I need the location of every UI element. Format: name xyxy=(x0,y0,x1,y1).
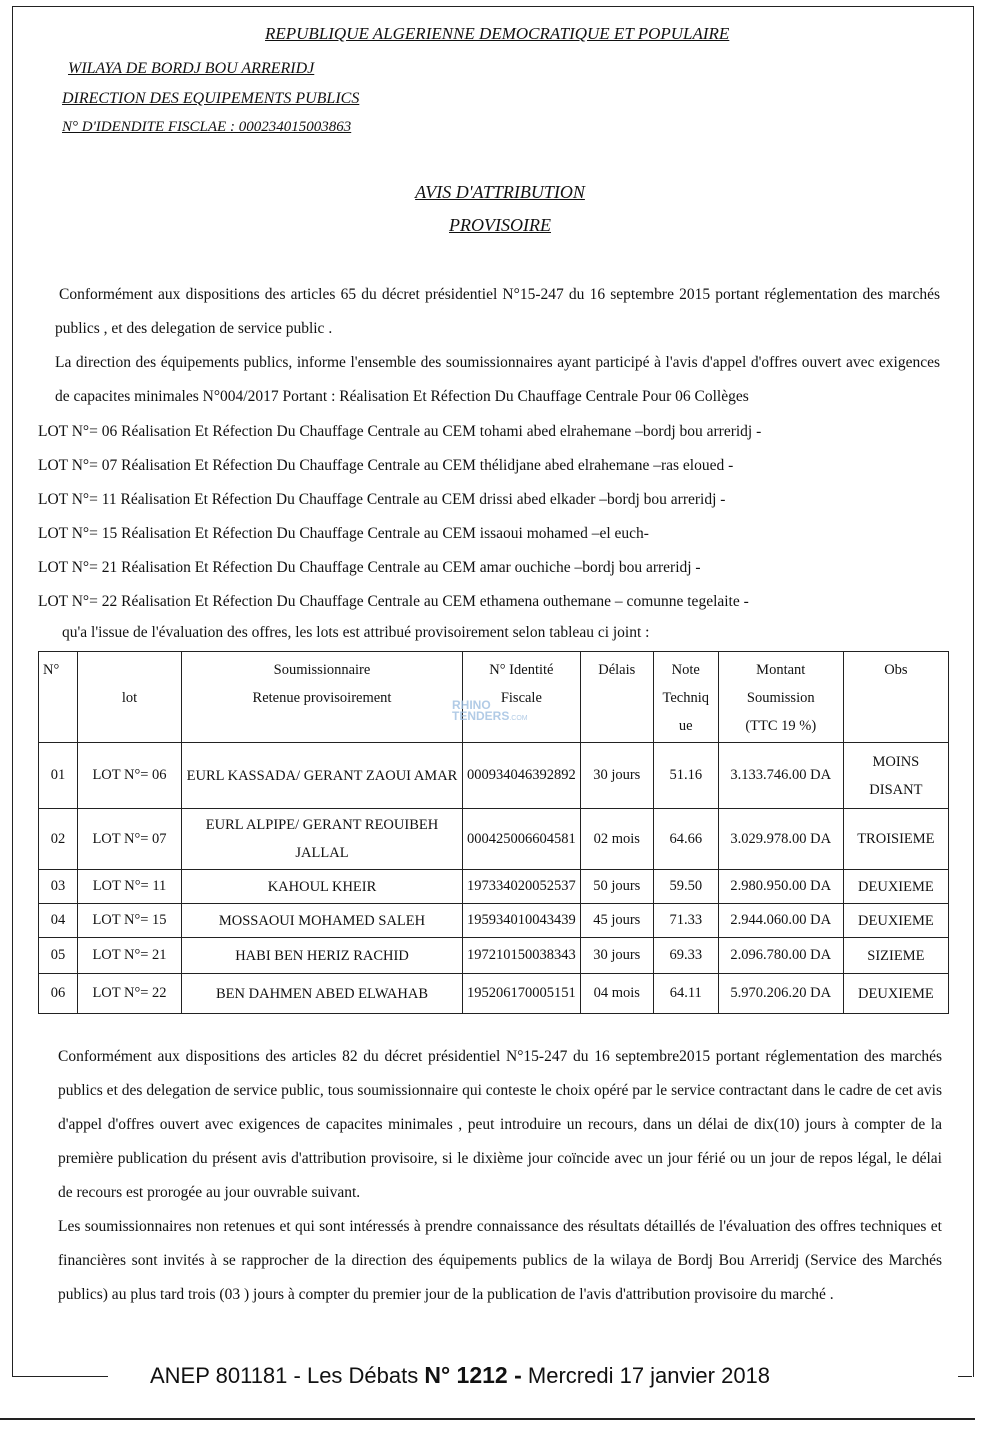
table-intro: qu'a l'issue de l'évaluation des offres, les lots est attribué provisoirement selon tableau ci joint : xyxy=(62,624,650,641)
cell-num: 04 xyxy=(39,904,78,938)
cell-soum: EURL ALPIPE/ GERANT REOUIBEH JALLAL xyxy=(182,809,463,870)
cell-delais: 02 mois xyxy=(580,809,653,870)
cell-obs: DEUXIEME xyxy=(843,904,948,938)
cell-delais: 04 mois xyxy=(580,974,653,1014)
table-row xyxy=(39,743,949,809)
cell-num: 05 xyxy=(39,938,78,974)
watermark-line-1: RHINO xyxy=(452,698,491,712)
publication-footer xyxy=(150,1362,770,1389)
cell-note: 64.66 xyxy=(653,809,718,870)
col-header-lot: lot xyxy=(78,652,182,743)
cell-soum: MOSSAOUI MOHAMED SALEH xyxy=(182,904,463,938)
lot-line: LOT N°= 06 Réalisation Et Réfection Du Chauffage Centrale au CEM tohami abed elrahemane –bordj bou arreridj - xyxy=(38,423,762,440)
intro-paragraph-1: Conformément aux dispositions des articles 65 du décret présidentiel N°15-247 du 16 septembre 2015 portant réglementation des marchés publics , et des delegation de service public . xyxy=(55,286,940,337)
cell-soum: HABI BEN HERIZ RACHID xyxy=(182,938,463,974)
table-row xyxy=(39,904,949,938)
col-header-num: N° xyxy=(39,652,78,743)
cell-nif: 000425006604581 xyxy=(463,809,581,870)
cell-note: 71.33 xyxy=(653,904,718,938)
wilaya-heading: WILAYA DE BORDJ BOU ARRERIDJ xyxy=(68,60,315,77)
cell-obs: DEUXIEME xyxy=(843,870,948,904)
cell-lot: LOT N°= 22 xyxy=(78,974,182,1014)
watermark-suffix: .COM xyxy=(509,715,528,722)
lot-line: LOT N°= 11 Réalisation Et Réfection Du Chauffage Centrale au CEM drissi abed elkader –bordj bou arreridj - xyxy=(38,491,726,508)
cell-obs: DEUXIEME xyxy=(843,974,948,1014)
cell-num: 02 xyxy=(39,809,78,870)
cell-lot: LOT N°= 21 xyxy=(78,938,182,974)
cell-nif: 195934010043439 xyxy=(463,904,581,938)
fiscal-id-heading: N° D'IDENDITE FISCLAE : 000234015003863 xyxy=(62,119,352,135)
cell-montant: 5.970.206.20 DA xyxy=(718,974,843,1014)
cell-nif: 000934046392892 xyxy=(463,743,581,809)
direction-heading: DIRECTION DES EQUIPEMENTS PUBLICS xyxy=(62,90,360,107)
watermark-line-2: TENDERS xyxy=(452,709,510,723)
cell-note: 51.16 xyxy=(653,743,718,809)
intro-paragraph-2: La direction des équipements publics, informe l'ensemble des soumissionnaires ayant participé à l'avis d'appel d'offres ouvert avec exigences de capacites minimales N°004/2017 Portant : Réalisation Et Réfection Du Chauffage Centrale Pour 06 Collèges xyxy=(55,354,940,405)
lot-line: LOT N°= 21 Réalisation Et Réfection Du Chauffage Centrale au CEM amar ouchiche –bordj bou arreridj - xyxy=(38,559,701,576)
cell-montant: 3.133.746.00 DA xyxy=(718,743,843,809)
cell-lot: LOT N°= 15 xyxy=(78,904,182,938)
cell-montant: 2.980.950.00 DA xyxy=(718,870,843,904)
col-header-obs: Obs xyxy=(843,652,948,743)
cell-lot: LOT N°= 06 xyxy=(78,743,182,809)
lot-line: LOT N°= 22 Réalisation Et Réfection Du Chauffage Centrale au CEM ethamena outhemane – comunne tegelaite - xyxy=(38,593,749,610)
footer-rule xyxy=(0,1418,975,1420)
cell-soum: KAHOUL KHEIR xyxy=(182,870,463,904)
watermark-logo xyxy=(452,700,528,724)
cell-montant: 2.944.060.00 DA xyxy=(718,904,843,938)
cell-soum: BEN DAHMEN ABED ELWAHAB xyxy=(182,974,463,1014)
table-row xyxy=(39,809,949,870)
cell-nif: 195206170005151 xyxy=(463,974,581,1014)
cell-obs: TROISIEME xyxy=(843,809,948,870)
cell-montant: 3.029.978.00 DA xyxy=(718,809,843,870)
cell-num: 03 xyxy=(39,870,78,904)
cell-delais: 30 jours xyxy=(580,938,653,974)
cell-montant: 2.096.780.00 DA xyxy=(718,938,843,974)
intro-text xyxy=(55,278,940,414)
cell-lot: LOT N°= 11 xyxy=(78,870,182,904)
cell-soum: EURL KASSADA/ GERANT ZAOUI AMAR xyxy=(182,743,463,809)
notice-title: AVIS D'ATTRIBUTION xyxy=(415,182,585,202)
cell-note: 69.33 xyxy=(653,938,718,974)
col-header-delais: Délais xyxy=(580,652,653,743)
cell-num: 06 xyxy=(39,974,78,1014)
footer-issue: N° 1212 - xyxy=(424,1362,522,1388)
cell-obs: SIZIEME xyxy=(843,938,948,974)
republic-heading: REPUBLIQUE ALGERIENNE DEMOCRATIQUE ET POPULAIRE xyxy=(265,24,730,43)
lot-line: LOT N°= 07 Réalisation Et Réfection Du Chauffage Centrale au CEM thélidjane abed elrahemane –ras eloued - xyxy=(38,457,734,474)
frame-bottom-right xyxy=(958,1376,972,1377)
closing-text xyxy=(58,1040,942,1312)
col-header-soumissionnaire: Soumissionnaire Retenue provisoirement xyxy=(182,652,463,743)
col-header-note: Note Techniq ue xyxy=(653,652,718,743)
notice-subtitle: PROVISOIRE xyxy=(449,215,551,235)
table-row xyxy=(39,974,949,1014)
footer-date: Mercredi 17 janvier 2018 xyxy=(521,1363,771,1388)
closing-paragraph-2: Les soumissionnaires non retenues et qui sont intéressés à prendre connaissance des résultats détaillés de l'évaluation des offres techniques et financières sont invités à se rapprocher de la direction des équipements publics de la wilaya de Bordj Bou Arreridj (Service des Marchés publics) au plus tard trois (03 ) jours à compter du premier jour de la publication de l'avis d'attribution provisoire du marché . xyxy=(58,1218,942,1303)
closing-paragraph-1: Conformément aux dispositions des articles 82 du décret présidentiel N°15-247 du 16 septembre2015 portant réglementation des marchés publics et des delegation de service public, tous soumissionnaire qui conteste le choix opéré par le service contractant dans le cadre de cet avis d'appel d'offres ouvert avec exigences de capacites minimales , peut introduire un recours, dans un délai de dix(10) jours à compter de la première publication du présent avis d'attribution provisoire, si le dixième jour coïncide avec un jour férié ou un jour de repos légal, le délai de recours est prorogée au jour ouvrable suivant. xyxy=(58,1048,942,1201)
frame-bottom-left xyxy=(12,1376,108,1377)
cell-obs: MOINS DISANT xyxy=(843,743,948,809)
table-row xyxy=(39,938,949,974)
cell-delais: 50 jours xyxy=(580,870,653,904)
col-header-montant: Montant Soumission (TTC 19 %) xyxy=(718,652,843,743)
cell-num: 01 xyxy=(39,743,78,809)
cell-delais: 45 jours xyxy=(580,904,653,938)
cell-nif: 197334020052537 xyxy=(463,870,581,904)
col-header-nif: N° Identité Fiscale xyxy=(463,652,581,743)
cell-note: 59.50 xyxy=(653,870,718,904)
footer-source: ANEP 801181 - Les Débats xyxy=(150,1363,425,1388)
table-row xyxy=(39,870,949,904)
cell-nif: 197210150038343 xyxy=(463,938,581,974)
cell-delais: 30 jours xyxy=(580,743,653,809)
cell-note: 64.11 xyxy=(653,974,718,1014)
lot-line: LOT N°= 15 Réalisation Et Réfection Du Chauffage Centrale au CEM issaoui mohamed –el euch- xyxy=(38,525,649,542)
cell-lot: LOT N°= 07 xyxy=(78,809,182,870)
